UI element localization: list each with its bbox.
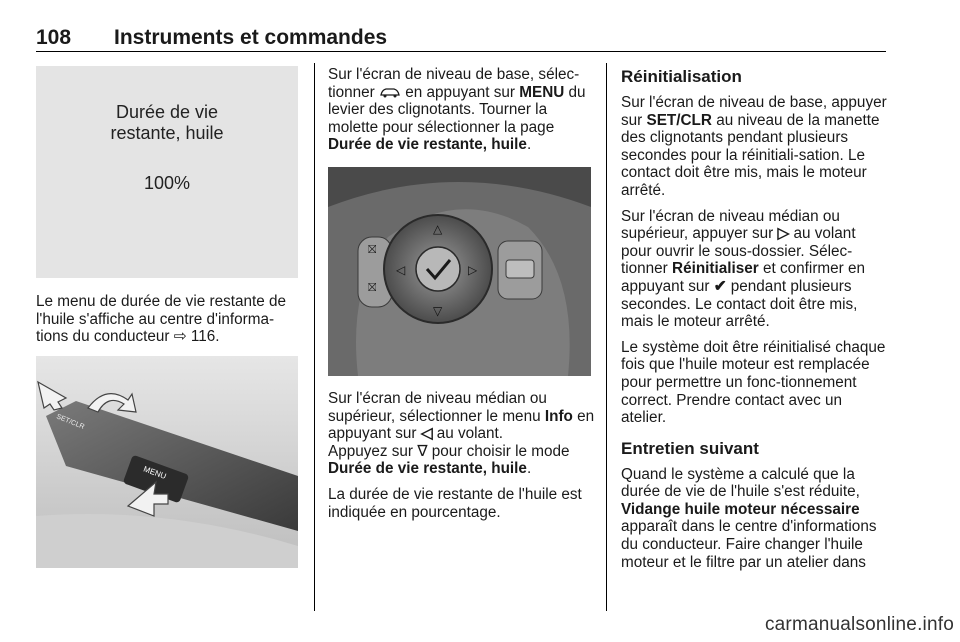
paragraph-mid-display: Sur l'écran de niveau médian ou supérieur, sélectionner le menu Info en appuyant sur ◁ au volant. Appuyez sur ∇ pour choisir le mode Durée de vie restante, huile. xyxy=(328,390,595,478)
column-2-text-lower xyxy=(328,390,596,529)
right-arrow-icon: ▷ xyxy=(777,225,790,243)
header-rule xyxy=(36,51,886,52)
oil-life-display-image xyxy=(36,66,298,278)
column-1-text xyxy=(36,293,302,354)
oil-life-percent: 100% xyxy=(143,173,191,193)
heading-next-service: Entretien suivant xyxy=(621,438,759,458)
column-3-text xyxy=(621,67,887,579)
paragraph-next-service: Quand le système a calculé que la durée de vie de l'huile s'est réduite, Vidange huile moteur nécessaire apparaît dans le centre d'informations du conducteur. Faire changer l'huile moteur et le filtre par un atelier dans xyxy=(621,465,877,571)
column-divider-2 xyxy=(606,63,607,611)
car-icon xyxy=(379,86,401,98)
paragraph-basic-display: Sur l'écran de niveau de base, sélec-tionner en appuyant sur MENU du levier des clignotants. Tourner la molette pour sélectionner la page Durée de vie restante, huile. xyxy=(328,66,586,154)
page-header xyxy=(36,26,886,52)
svg-text:⛝: ⛝ xyxy=(368,282,377,294)
menu-button-label: MENU xyxy=(142,464,168,481)
svg-text:△: △ xyxy=(433,222,443,236)
page-number: 108 xyxy=(36,26,72,49)
svg-text:▷: ▷ xyxy=(468,263,478,277)
page-ref-icon: ⇨ xyxy=(173,328,187,346)
paragraph-reset-mid: Sur l'écran de niveau médian ou supérieur, appuyer sur ▷ au volant pour ouvrir le sous-dossier. Sélec-tionner Réinitialiser et confirmer en appuyant sur ✔ pendant plusieurs secondes. Le contact doit être mis, mais le moteur arrêté. xyxy=(621,207,866,331)
steering-wheel-controls-image xyxy=(328,167,591,376)
column-2-text xyxy=(328,66,594,162)
paragraph-reset-required: Le système doit être réinitialisé chaque fois que l'huile moteur est remplacée pour permettre un fonc-tionnement correct. Prendre contact avec un atelier. xyxy=(621,338,886,427)
display-title: Durée de vie restante, huile xyxy=(110,102,224,143)
paragraph-reset-basic: Sur l'écran de niveau de base, appuyer sur SET/CLR au niveau de la manette des clignotants pendant plusieurs secondes pour la réinitiali-sation. Le contact doit être mis, mais le moteur arrêté. xyxy=(621,94,887,199)
heading-reset: Réinitialisation xyxy=(621,67,742,86)
turn-signal-stalk-image xyxy=(36,356,298,568)
set-clr-label: SET/CLR xyxy=(55,413,86,431)
svg-text:▽: ▽ xyxy=(433,304,443,318)
left-arrow-icon: ◁ xyxy=(420,425,433,443)
caption-oil-life-menu: Le menu de durée de vie restante de l'huile s'affiche au centre d'informa-tions du conducteur ⇨ 116. xyxy=(36,293,287,346)
stalk-illustration xyxy=(36,356,298,568)
column-divider-1 xyxy=(314,63,315,611)
paragraph-percentage: La durée de vie restante de l'huile est indiquée en pourcentage. xyxy=(328,485,582,521)
steering-wheel-illustration xyxy=(328,167,591,376)
down-arrow-icon: ∇ xyxy=(417,442,428,460)
svg-text:◁: ◁ xyxy=(396,263,406,277)
watermark: carmanualsonline.info xyxy=(764,614,954,635)
page-title: Instruments et commandes xyxy=(114,26,388,49)
check-icon: ✔ xyxy=(713,277,727,295)
svg-text:⛝: ⛝ xyxy=(368,244,377,256)
